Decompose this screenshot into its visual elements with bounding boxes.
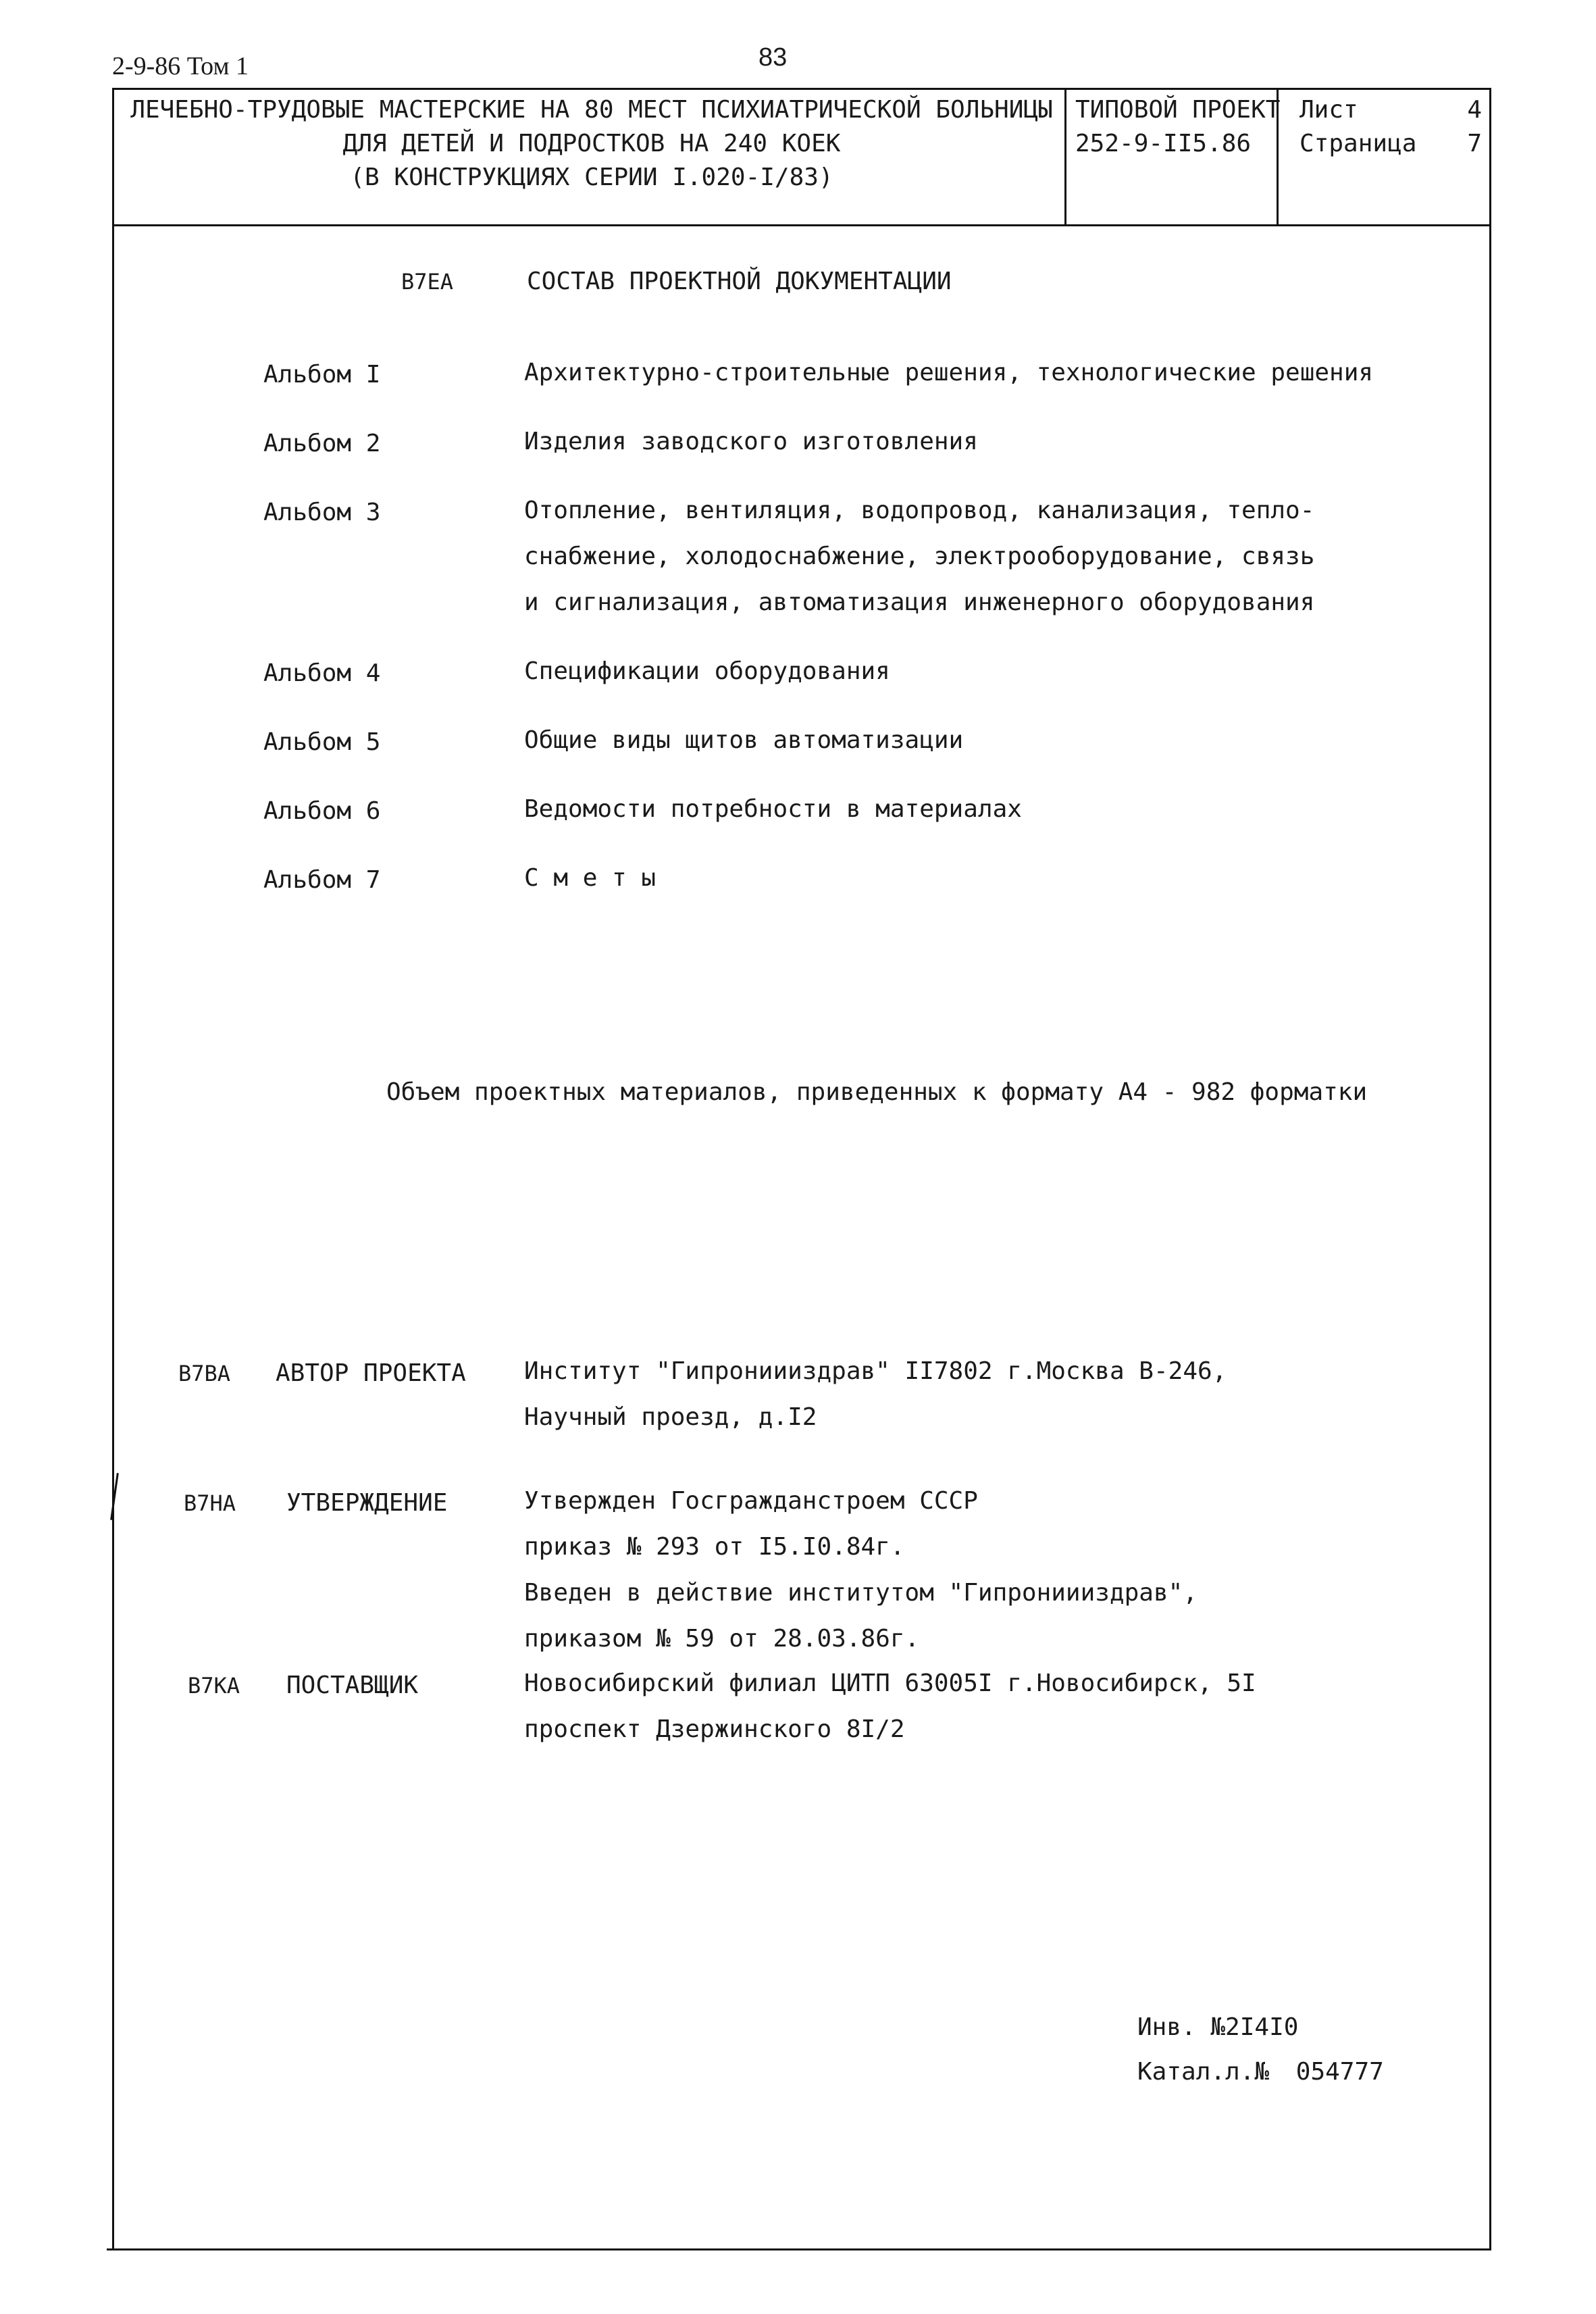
album-line: Ведомости потребности в материалах bbox=[524, 795, 1022, 823]
catalog-number bbox=[1137, 2058, 1384, 2086]
project-label: ТИПОВОЙ ПРОЕКТ bbox=[1075, 96, 1281, 124]
sheet-label: Лист bbox=[1299, 96, 1358, 124]
author-line: Научный проезд, д.I2 bbox=[524, 1403, 817, 1431]
supplier-text bbox=[524, 1661, 1256, 1753]
album-line: Архитектурно-строительные решения, технологические решения bbox=[524, 359, 1374, 386]
author-label: АВТОР ПРОЕКТА bbox=[276, 1359, 466, 1387]
approval-line: Утвержден Госгражданстроем СССР bbox=[524, 1487, 978, 1515]
supplier-code: В7КА bbox=[188, 1673, 240, 1699]
project-number: 252-9-II5.86 bbox=[1075, 130, 1252, 157]
title-line-3: (В КОНСТРУКЦИЯХ СЕРИИ I.020-I/83) bbox=[350, 164, 833, 191]
sheet-cell bbox=[1299, 93, 1482, 161]
supplier-label: ПОСТАВЩИК bbox=[286, 1671, 419, 1699]
catalog-value: 054777 bbox=[1295, 2058, 1384, 2086]
album-label: Альбом 5 bbox=[263, 728, 381, 756]
album-text bbox=[524, 649, 890, 695]
approval-code: В7НА bbox=[184, 1490, 236, 1516]
album-line: и сигнализация, автоматизация инженерного оборудования bbox=[524, 588, 1315, 616]
album-line: Изделия заводского изготовления bbox=[524, 428, 978, 455]
album-line: Общие виды щитов автоматизации bbox=[524, 726, 964, 754]
album-text bbox=[524, 419, 978, 465]
project-cell bbox=[1075, 93, 1280, 161]
inventory-number bbox=[1137, 2013, 1298, 2041]
top-left-doc-ref: 2-9-86 Том 1 bbox=[112, 52, 249, 80]
catalog-label: Катал.л.№ bbox=[1137, 2058, 1270, 2086]
album-label: Альбом 4 bbox=[263, 659, 381, 687]
album-line: Спецификации оборудования bbox=[524, 657, 890, 685]
frame-right-line bbox=[1489, 88, 1491, 2250]
inventory-value: 2I4I0 bbox=[1225, 2013, 1299, 2041]
album-text bbox=[524, 855, 656, 901]
title-line-2: ДЛЯ ДЕТЕЙ И ПОДРОСТКОВ НА 240 КОЕК bbox=[342, 130, 841, 157]
frame-title-bottom-line bbox=[112, 224, 1491, 226]
album-label: Альбом I bbox=[263, 361, 381, 388]
title-line-1: ЛЕЧЕБНО-ТРУДОВЫЕ МАСТЕРСКИЕ НА 80 МЕСТ ПСИХИАТРИЧЕСКОЙ БОЛЬНИЦЫ bbox=[130, 96, 1053, 124]
album-text bbox=[524, 718, 963, 763]
supplier-line: проспект Дзержинского 8I/2 bbox=[524, 1715, 905, 1743]
album-text bbox=[524, 350, 1373, 396]
composition-code: В7ЕА bbox=[401, 269, 454, 295]
approval-line: приказом № 59 от 28.03.86г. bbox=[524, 1625, 920, 1653]
page-value: 7 bbox=[1467, 130, 1482, 157]
composition-heading: СОСТАВ ПРОЕКТНОЙ ДОКУМЕНТАЦИИ bbox=[527, 268, 952, 295]
author-line: Институт "Гипрониииздрав" II7802 г.Москва В-246, bbox=[524, 1357, 1227, 1385]
page-label: Страница bbox=[1299, 130, 1417, 157]
title-block-title bbox=[119, 93, 1064, 195]
album-line: снабжение, холодоснабжение, электрооборудование, связь bbox=[524, 543, 1315, 570]
approval-text bbox=[524, 1478, 1198, 1662]
album-label: Альбом 2 bbox=[263, 430, 381, 457]
approval-label: УТВЕРЖДЕНИЕ bbox=[286, 1489, 448, 1517]
album-label: Альбом 7 bbox=[263, 866, 381, 894]
approval-line: приказ № 293 от I5.I0.84г. bbox=[524, 1533, 905, 1561]
inventory-label: Инв. № bbox=[1137, 2013, 1226, 2041]
frame-top-line bbox=[112, 88, 1491, 90]
sheet-value: 4 bbox=[1467, 96, 1482, 124]
volume-note: Объем проектных материалов, приведенных к формату А4 - 982 форматки bbox=[386, 1078, 1368, 1106]
album-line: С м е т ы bbox=[524, 864, 657, 892]
album-label: Альбом 3 bbox=[263, 499, 381, 526]
album-line: Отопление, вентиляция, водопровод, канализация, тепло- bbox=[524, 497, 1315, 524]
album-label: Альбом 6 bbox=[263, 797, 381, 825]
album-text bbox=[524, 786, 1022, 832]
title-divider-1 bbox=[1064, 88, 1066, 226]
author-text bbox=[524, 1349, 1227, 1440]
approval-line: Введен в действие институтом "Гипрониииздрав", bbox=[524, 1579, 1198, 1607]
page-number: 83 bbox=[758, 43, 788, 72]
supplier-line: Новосибирский филиал ЦИТП 63005I г.Новосибирск, 5I bbox=[524, 1669, 1256, 1697]
frame-left-line bbox=[112, 88, 114, 2250]
author-code: В7ВА bbox=[178, 1361, 231, 1386]
frame-bottom-line bbox=[107, 2248, 1491, 2250]
album-text bbox=[524, 488, 1314, 626]
